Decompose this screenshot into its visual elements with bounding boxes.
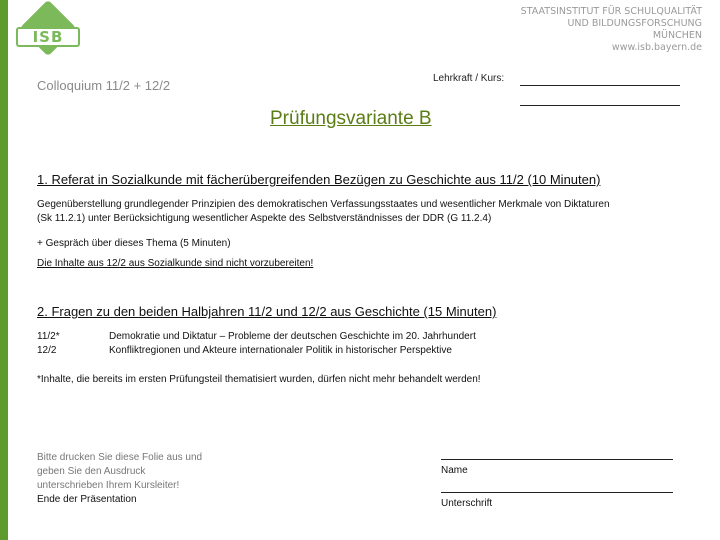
print-line: geben Sie den Ausdruck <box>37 466 146 477</box>
institute-address <box>521 6 702 54</box>
section1-body-line: Gegenüberstellung grundlegender Prinzipien des demokratischen Verfassungsstaates und wesentlicher Merkmale von Diktaturen <box>37 199 610 210</box>
topic-text: Konfliktregionen und Akteure internationaler Politik in historischer Perspektive <box>109 345 452 356</box>
print-instructions <box>37 451 202 507</box>
section1-heading: 1. Referat in Sozialkunde mit fächerübergreifenden Bezügen zu Geschichte aus 11/2 (10 Minuten) <box>37 172 601 187</box>
signature-field-line <box>441 492 673 493</box>
topic-row <box>37 331 476 342</box>
institute-line: MÜNCHEN <box>652 30 702 41</box>
section2-heading: 2. Fragen zu den beiden Halbjahren 11/2 und 12/2 aus Geschichte (15 Minuten) <box>37 304 497 319</box>
section2-footnote: *Inhalte, die bereits im ersten Prüfungsteil thematisiert wurden, dürfen nicht mehr behandelt werden! <box>37 374 481 385</box>
teacher-field-line <box>520 85 680 86</box>
section1-body <box>37 198 610 226</box>
institute-url: www.isb.bayern.de <box>611 42 702 53</box>
colloquium-label: Colloquium 11/2 + 12/2 <box>37 78 171 93</box>
name-field-line <box>441 459 673 460</box>
teacher-course-label: Lehrkraft / Kurs: <box>433 73 505 84</box>
topic-row <box>37 345 452 356</box>
name-label: Name <box>441 465 468 476</box>
side-accent-bar <box>0 0 8 540</box>
section1-note: Die Inhalte aus 12/2 aus Sozialkunde sind nicht vorzubereiten! <box>37 258 314 269</box>
section1-body-line: (Sk 11.2.1) unter Berücksichtigung wesentlicher Aspekte des Selbstverständnisses der DDR (G 11.2.4) <box>37 213 492 224</box>
topic-code: 11/2* <box>37 331 60 342</box>
print-line: Bitte drucken Sie diese Folie aus und <box>37 452 203 463</box>
institute-line: STAATSINSTITUT FÜR SCHULQUALITÄT <box>520 6 702 17</box>
print-line: unterschrieben Ihrem Kursleiter! <box>37 480 180 491</box>
institute-line: UND BILDUNGSFORSCHUNG <box>567 18 702 29</box>
course-field-line <box>520 105 680 106</box>
topic-code: 12/2 <box>37 345 57 356</box>
page-title: Prüfungsvariante B <box>270 108 432 129</box>
section1-conversation: + Gespräch über dieses Thema (5 Minuten) <box>37 238 231 249</box>
end-of-presentation-label: Ende der Präsentation <box>37 494 137 505</box>
isb-logo <box>16 6 80 62</box>
topic-text: Demokratie und Diktatur – Probleme der deutschen Geschichte im 20. Jahrhundert <box>109 331 476 342</box>
signature-label: Unterschrift <box>441 498 493 509</box>
logo-text: ISB <box>16 27 80 47</box>
